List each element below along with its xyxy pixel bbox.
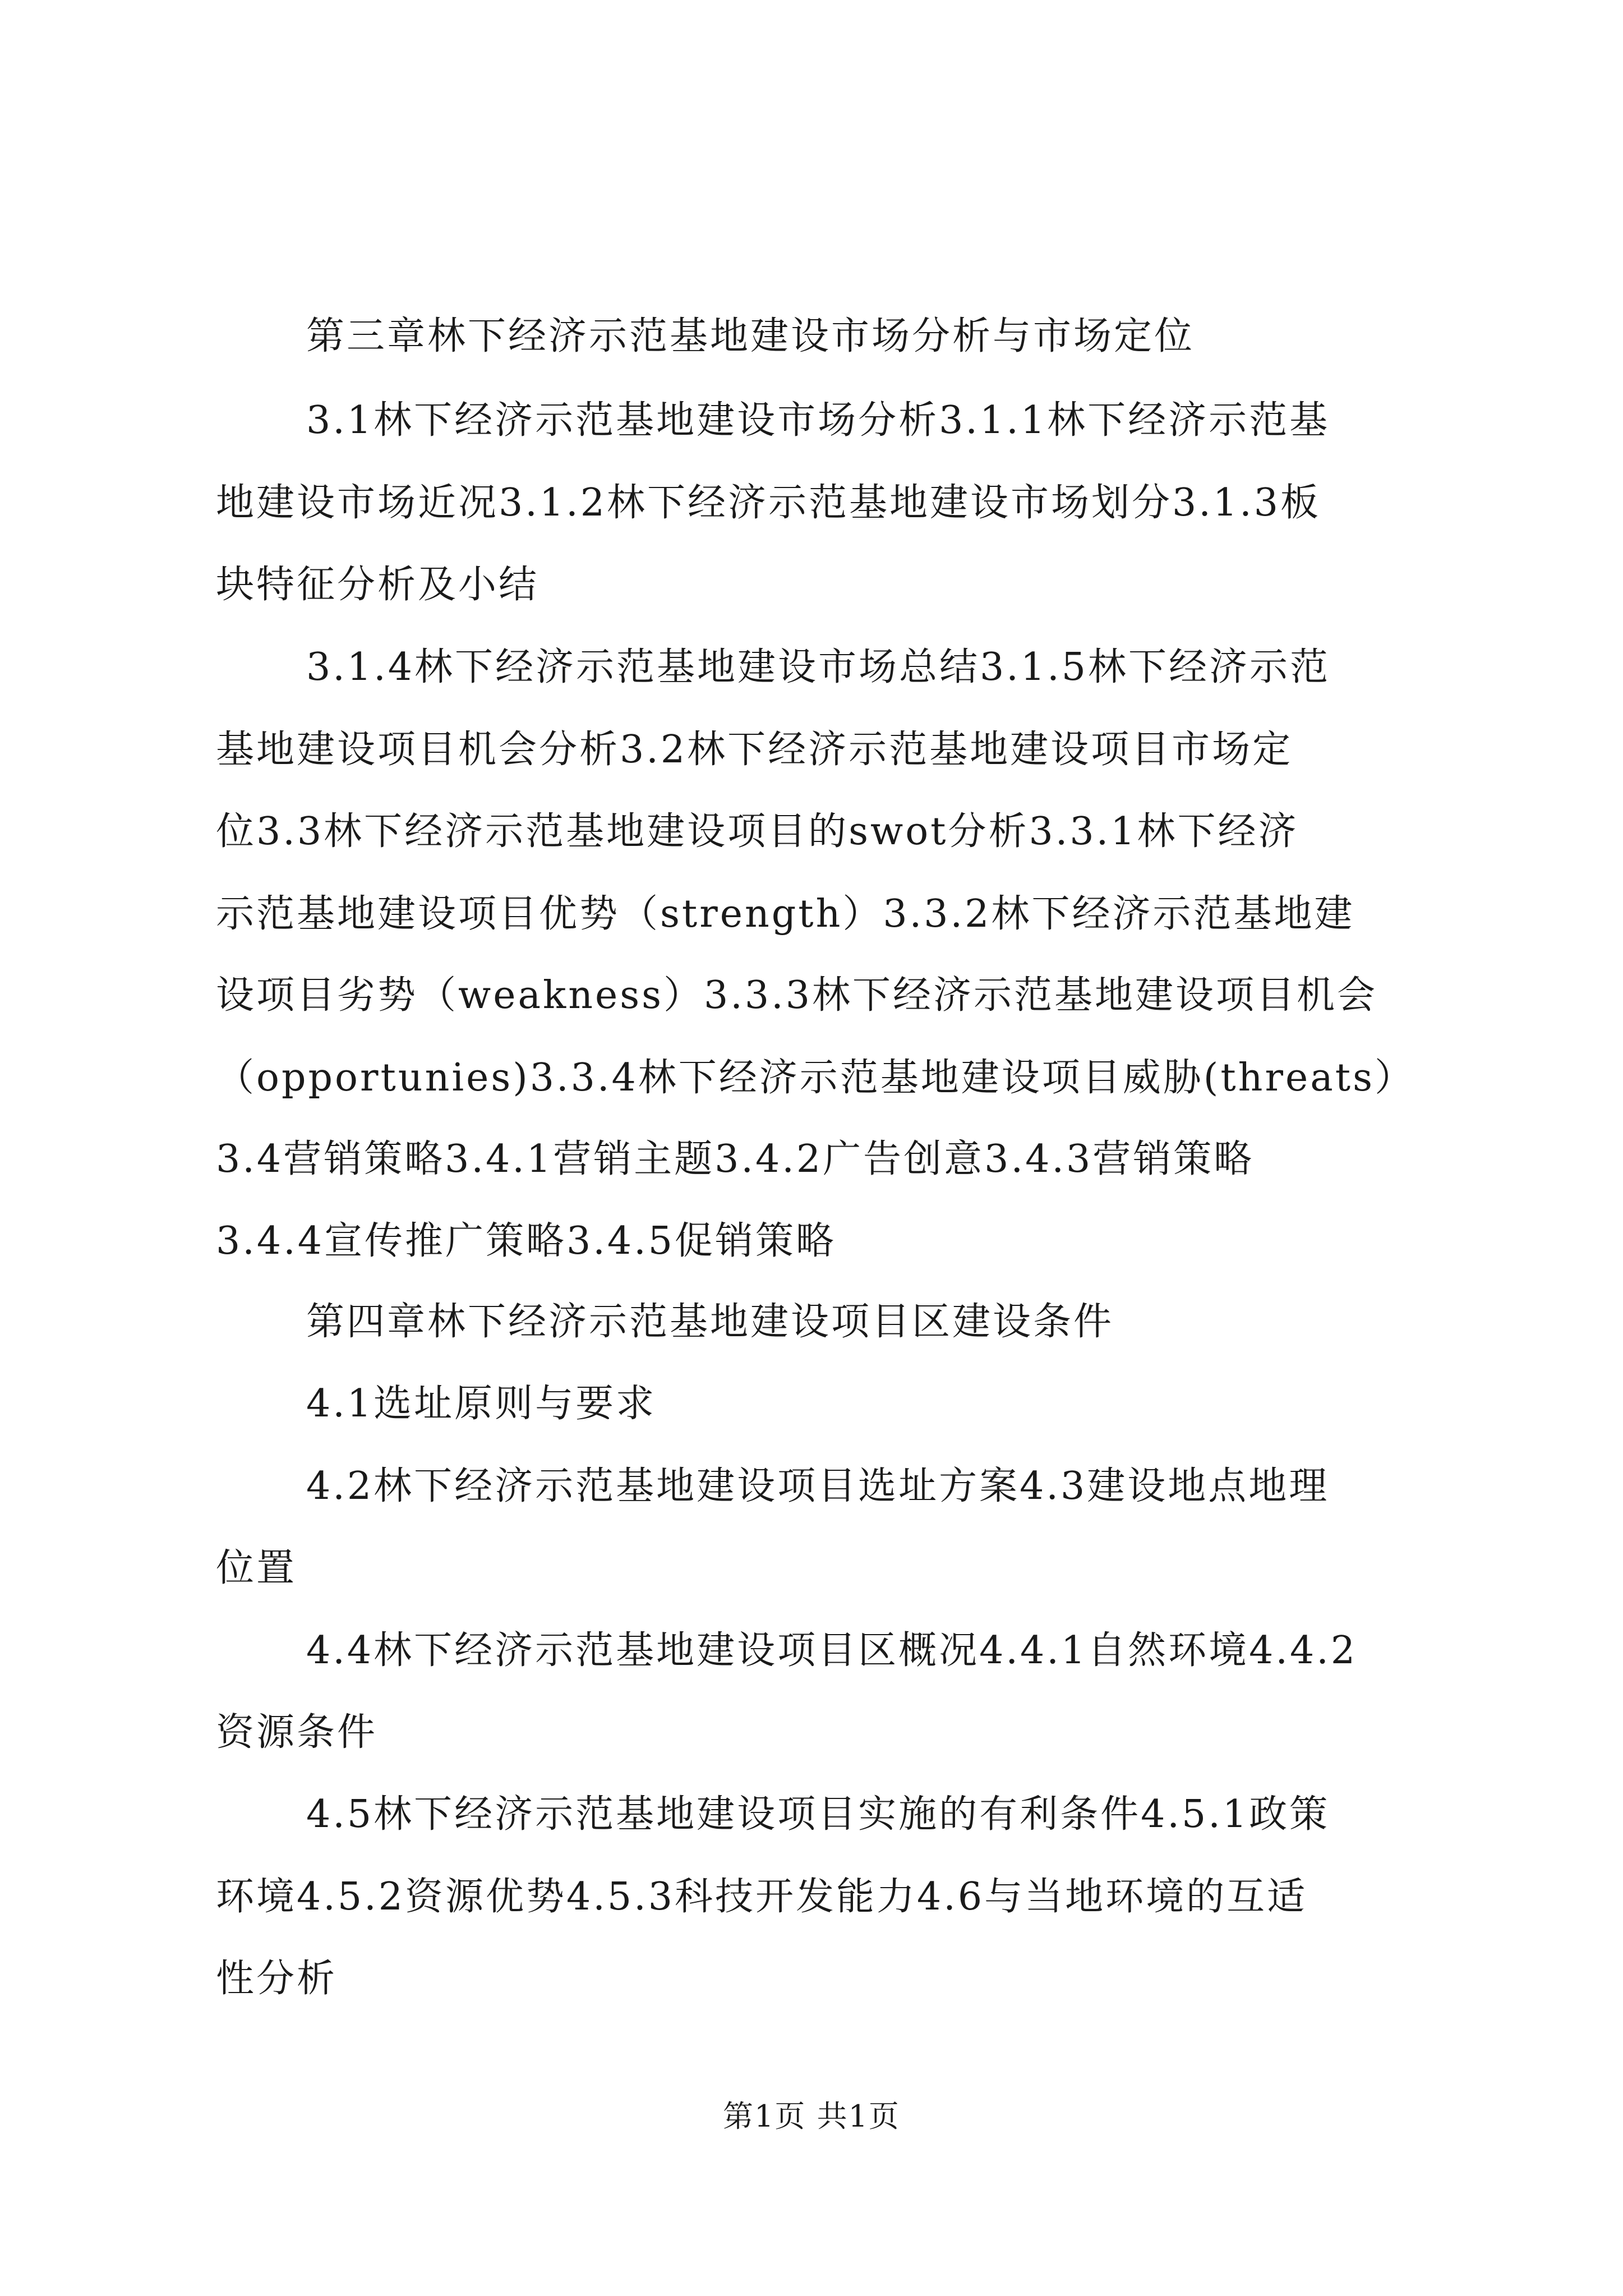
section-4-5-line-1: 4.5林下经济示范基地建设项目实施的有利条件4.5.1政策 bbox=[306, 1792, 1330, 1837]
section-3-1-line-1: 3.1林下经济示范基地建设市场分析3.1.1林下经济示范基 bbox=[306, 398, 1330, 443]
section-3-1-4-line-2: 基地建设项目机会分析3.2林下经济示范基地建设项目市场定 bbox=[216, 728, 1293, 772]
section-4-1: 4.1选址原则与要求 bbox=[306, 1382, 657, 1426]
section-4-4-line-2: 资源条件 bbox=[216, 1710, 378, 1755]
section-3-1-4-line-6: （opportunies)3.3.4林下经济示范基地建设项目威胁(threats） bbox=[216, 1056, 1415, 1100]
section-3-1-4-line-3: 位3.3林下经济示范基地建设项目的swot分析3.3.1林下经济 bbox=[216, 809, 1299, 854]
section-4-5-line-2: 环境4.5.2资源优势4.5.3科技开发能力4.6与当地环境的互适 bbox=[216, 1875, 1308, 1919]
section-3-1-4-line-1: 3.1.4林下经济示范基地建设市场总结3.1.5林下经济示范 bbox=[306, 645, 1331, 689]
section-3-1-line-2: 地建设市场近况3.1.2林下经济示范基地建设市场划分3.1.3板 bbox=[216, 481, 1321, 525]
section-3-1-4-line-7: 3.4营销策略3.4.1营销主题3.4.2广告创意3.4.3营销策略 bbox=[216, 1137, 1255, 1181]
section-3-1-4-line-4: 示范基地建设项目优势（strength）3.3.2林下经济示范基地建 bbox=[216, 892, 1355, 936]
section-3-1-line-3: 块特征分析及小结 bbox=[216, 563, 540, 607]
section-4-5-line-3: 性分析 bbox=[216, 1957, 338, 2001]
section-3-1-4-line-8: 3.4.4宣传推广策略3.4.5促销策略 bbox=[216, 1219, 837, 1263]
page-footer: 第1页 共1页 bbox=[723, 2099, 900, 2134]
section-4-2-line-2: 位置 bbox=[216, 1546, 297, 1590]
chapter-4-heading: 第四章林下经济示范基地建设项目区建设条件 bbox=[306, 1300, 1114, 1344]
section-4-4-line-1: 4.4林下经济示范基地建设项目区概况4.4.1自然环境4.4.2 bbox=[306, 1628, 1358, 1673]
section-3-1-4-line-5: 设项目劣势（weakness）3.3.3林下经济示范基地建设项目机会 bbox=[216, 973, 1378, 1018]
section-4-2-line-1: 4.2林下经济示范基地建设项目选址方案4.3建设地点地理 bbox=[306, 1464, 1330, 1508]
chapter-3-heading: 第三章林下经济示范基地建设市场分析与市场定位 bbox=[306, 314, 1195, 358]
